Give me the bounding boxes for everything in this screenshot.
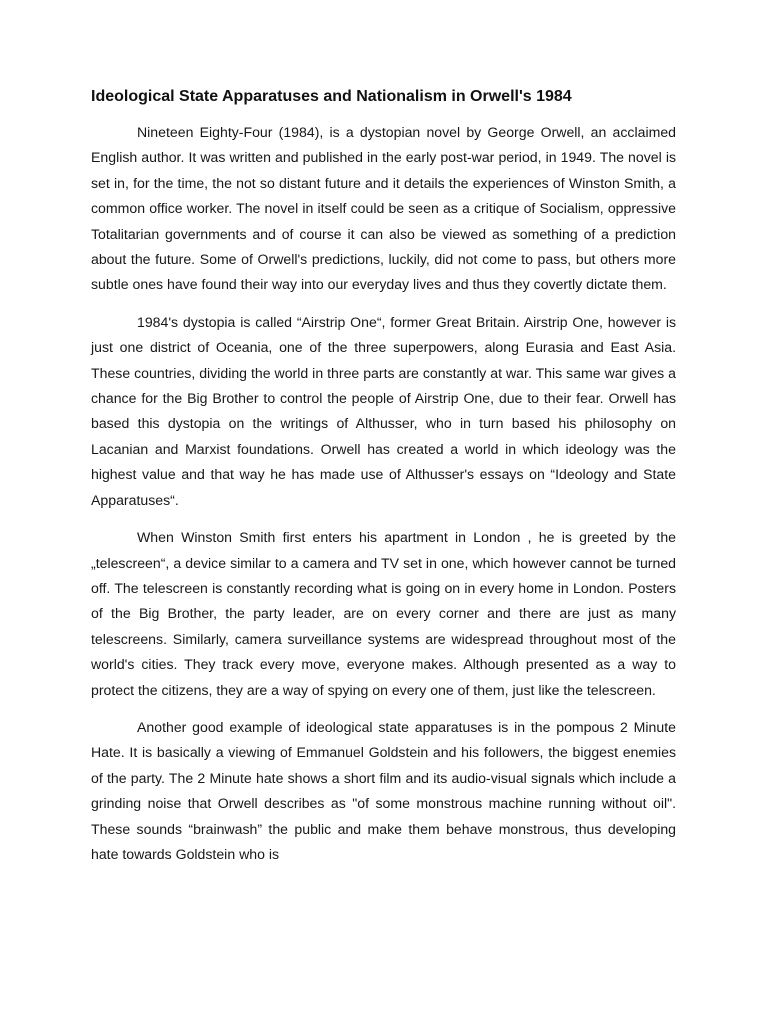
paragraph-1: Nineteen Eighty-Four (1984), is a dystopian novel by George Orwell, an acclaimed English author. It was written and published in the early post-war period, in 1949. The novel is set in, for the time, the not so distant future and it details the experiences of Winston Smith, a common office worker. The novel in itself could be seen as a critique of Socialism, oppressive Totalitarian governments and of course it can also be viewed as something of a prediction about the future. Some of Orwell's predictions, luckily, did not come to pass, but others more subtle ones have found their way into our everyday lives and thus they covertly dictate them. [91,124,676,293]
paragraph-2: 1984's dystopia is called “Airstrip One“, former Great Britain. Airstrip One, however is just one district of Oceania, one of the three superpowers, along Eurasia and East Asia. These countries, dividing the world in three parts are constantly at war. This same war gives a chance for the Big Brother to control the people of Airstrip One, due to their fear. Orwell has based this dystopia on the writings of Althusser, who in turn based his philosophy on Lacanian and Marxist foundations. Orwell has created a world in which ideology was the highest value and that way he has made use of Althusser's essays on “Ideology and State Apparatuses“. [91,313,676,508]
paragraph-4: Another good example of ideological state apparatuses is in the pompous 2 Minute Hate. It is basically a viewing of Emmanuel Goldstein and his followers, the biggest enemies of the party. The 2 Minute hate shows a short film and its audio-visual signals which include a grinding noise that Orwell describes as "of some monstrous machine running without oil". These sounds “brainwash” the public and make them behave monstrous, thus developing hate towards Goldstein who is [91,718,676,862]
paragraph-3: When Winston Smith first enters his apartment in London , he is greeted by the „telescreen“, a device similar to a camera and TV set in one, which however cannot be turned off. The telescreen is constantly recording what is going on in every home in London. Posters of the Big Brother, the party leader, are on every corner and there are just as many telescreens. Similarly, camera surveillance systems are widespread throughout most of the world's cities. They track every move, everyone makes. Although presented as a way to protect the citizens, they are a way of spying on every one of them, just like the telescreen. [91,529,676,698]
document-title: Ideological State Apparatuses and Nationalism in Orwell's 1984 [91,88,572,105]
document-body [91,86,676,879]
